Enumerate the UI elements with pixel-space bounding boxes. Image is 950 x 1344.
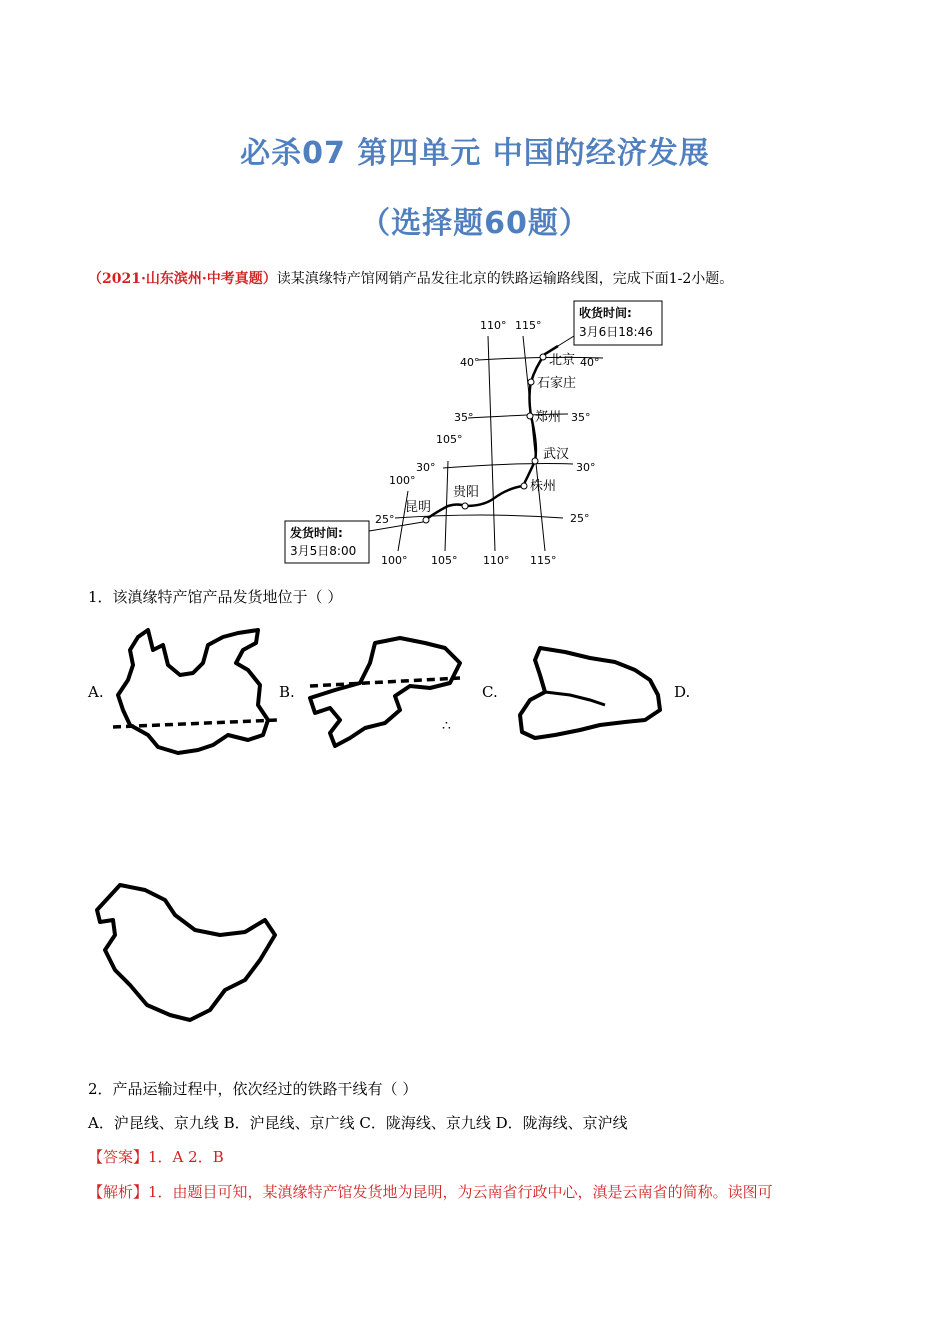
lon-label-top-115: 115° [515,319,542,332]
city-label-zhengzhou: 郑州 [535,410,562,425]
city-dot-kunming [423,517,429,523]
q1-option-b-shape [300,628,485,753]
q1-option-a-shape [108,625,283,765]
lon-label-bottom-115: 115° [530,554,557,567]
q1-option-d-label: D. [674,683,691,701]
lat-label-right-25: 25° [570,512,590,525]
lat-label-right-30: 30° [576,461,596,474]
question-intro [88,268,733,288]
answer-text: 1．A 2．B [148,1148,224,1166]
city-dot-shijiazhuang [528,379,534,385]
analysis-text: 1．由题目可知，某滇缘特产馆发货地为昆明，为云南省行政中心，滇是云南省的简称。读图可 [148,1183,773,1201]
lat-label-left-40: 40° [460,356,480,369]
source-label: （2021·山东滨州·中考真题） [88,271,277,287]
q2-options: A．沪昆线、京九线 B．沪昆线、京广线 C．陇海线、京九线 D．陇海线、京沪线 [88,1114,628,1132]
city-label-shijiazhuang: 石家庄 [537,376,577,391]
city-dot-wuhan [532,458,538,464]
q1-option-d-shape [85,880,285,1025]
lon-label-top-110: 110° [480,319,507,332]
lon-label-bottom-110: 110° [483,554,510,567]
city-label-beijing: 北京 [549,353,576,368]
q1-option-b-dots: ∴ [442,718,451,734]
city-label-kunming: 昆明 [405,500,432,515]
intro-text: 读某滇缘特产馆网销产品发往北京的铁路运输路线图，完成下面1-2小题。 [276,271,734,287]
q1-option-c-label: C. [482,683,498,701]
answer-label: 【答案】 [88,1148,149,1166]
city-dot-zhuzhou [521,483,527,489]
q1-option-c-shape [510,640,685,745]
city-dot-guiyang [462,503,468,509]
send-box-title: 发货时间: [290,526,343,540]
lon-label-bottom-105: 105° [431,554,458,567]
lat-label-left-35: 35° [454,411,474,424]
lon-label-left-100: 100° [389,474,416,487]
city-dot-zhengzhou [527,413,533,419]
city-label-guiyang: 贵阳 [453,485,480,500]
analysis-label: 【解析】 [88,1183,149,1201]
receive-box-title: 收货时间: [579,306,632,320]
q2-stem: 2．产品运输过程中，依次经过的铁路干线有（ ） [88,1080,418,1098]
analysis-line [88,1181,773,1202]
q1-stem: 1．该滇缘特产馆产品发货地位于（ ） [88,588,343,606]
railway-map [283,296,653,571]
answer-line [88,1146,224,1167]
lat-label-right-35: 35° [571,411,591,424]
page-title: 必杀07 第四单元 中国的经济发展 [240,136,710,171]
city-dot-beijing [540,354,546,360]
city-label-zhuzhou: 株州 [530,479,557,494]
lat-label-left-25: 25° [375,513,395,526]
q1-option-a-label: A. [88,683,104,701]
q1-option-b-label: B. [279,683,295,701]
receive-box-time: 3月6日18:46 [579,325,653,339]
lat-label-left-30: 30° [416,461,436,474]
page-subtitle: （选择题60题） [360,206,590,241]
lon-label-bottom-100: 100° [381,554,408,567]
send-box-time: 3月5日8:00 [290,544,357,558]
city-label-wuhan: 武汉 [543,447,570,462]
lon-label-mid-105: 105° [436,433,463,446]
lat-label-right-40: 40° [580,356,600,369]
